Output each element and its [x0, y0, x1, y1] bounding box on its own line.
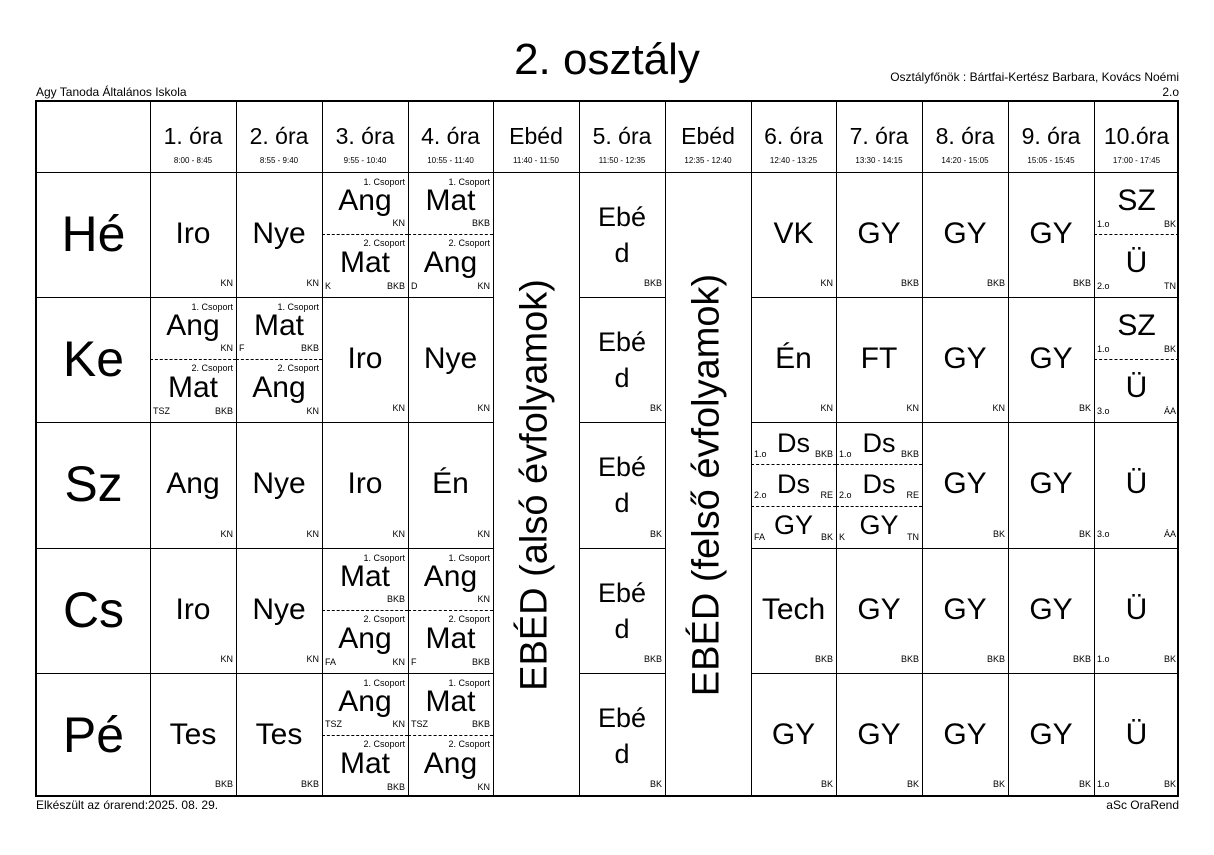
lesson-cell[interactable]: Nye KN [423, 342, 490, 413]
timetable-grid [35, 100, 1179, 797]
lesson-cell[interactable]: GY BKB [857, 217, 919, 288]
header-period-6: 6. óra 12:40 - 13:25 [764, 123, 823, 165]
lesson-cell[interactable]: Tech BKB [761, 593, 833, 664]
lesson-cell[interactable]: Ebé d BK [597, 452, 662, 539]
lesson-cell[interactable]: GY BKB [1029, 217, 1091, 288]
lesson-cell[interactable]: Nye KN [252, 593, 319, 664]
day-thursday: Cs [62, 582, 125, 638]
lesson-cell[interactable]: Tes BKB [169, 718, 233, 789]
header-period-2: 2. óra 8:55 - 9:40 [249, 123, 309, 165]
lesson-cell[interactable]: Ebé d BK [597, 327, 662, 413]
lesson-cell[interactable]: GY BK [1029, 467, 1091, 539]
lesson-cell[interactable]: GY BKB [943, 593, 1005, 664]
lesson-cell[interactable]: Ü 1.o BK [1097, 593, 1176, 664]
header-lunch-2: Ebéd 12:35 - 12:40 [681, 123, 735, 165]
split-lesson-cell[interactable]: 1. Csoport Ang KN 2. Csoport Mat TSZ BKB [150, 297, 236, 422]
lesson-cell[interactable]: Ebé d BKB [597, 578, 662, 664]
form-teacher: Osztályfőnök : Bártfai-Kertész Barbara, Kovács Noémi [890, 70, 1179, 84]
school-name: Agy Tanoda Általános Iskola [36, 85, 187, 99]
lesson-cell[interactable]: Iro KN [347, 467, 405, 539]
lesson-cell[interactable]: Tes BKB [255, 718, 319, 789]
header-period-1: 1. óra 8:00 - 8:45 [163, 123, 223, 165]
split-lesson-cell[interactable]: SZ 1.o BK Ü 3.o ÁA [1094, 297, 1179, 422]
day-monday: Hé [61, 206, 126, 262]
footer-created-date: Elkészült az órarend:2025. 08. 29. [36, 798, 219, 812]
lesson-cell[interactable]: GY BKB [943, 217, 1005, 288]
day-friday: Pé [62, 707, 125, 763]
lesson-cell[interactable]: Én KN [432, 467, 490, 539]
split-lesson-cell[interactable]: 1. Csoport Mat F BKB 2. Csoport Ang KN [236, 297, 322, 422]
split-lesson-cell[interactable]: Ds 1.o BKB Ds 2.o RE GY FA BK [751, 422, 836, 548]
lesson-cell[interactable]: GY KN [943, 342, 1005, 413]
lesson-cell[interactable]: GY BK [1029, 718, 1091, 789]
class-code: 2.o [1162, 85, 1179, 99]
lesson-cell[interactable]: GY BKB [857, 593, 919, 664]
lesson-cell[interactable]: VK KN [773, 217, 833, 288]
lesson-cell[interactable]: GY BK [943, 718, 1005, 789]
split-lesson-cell[interactable]: 1. Csoport Mat TSZ BKB 2. Csoport Ang KN [408, 673, 493, 798]
split-lesson-cell[interactable]: 1. Csoport Mat BKB 2. Csoport Ang D KN [408, 172, 493, 297]
header-period-3: 3. óra 9:55 - 10:40 [335, 123, 395, 165]
split-lesson-cell[interactable]: 1. Csoport Ang TSZ KN 2. Csoport Mat BKB [322, 673, 408, 798]
split-lesson-cell[interactable]: 1. Csoport Mat BKB 2. Csoport Ang FA KN [322, 548, 408, 673]
header-lunch-1: Ebéd 11:40 - 11:50 [509, 123, 563, 165]
header-period-5: 5. óra 11:50 - 12:35 [592, 123, 652, 165]
lesson-cell[interactable]: GY BK [943, 467, 1005, 539]
lesson-cell[interactable]: GY BK [771, 718, 833, 789]
lesson-cell[interactable]: Nye KN [252, 217, 319, 288]
lesson-cell[interactable]: Iro KN [347, 342, 405, 413]
lesson-cell[interactable]: Én KN [775, 342, 833, 413]
header-period-9: 9. óra 15:05 - 15:45 [1021, 123, 1081, 165]
header-period-8: 8. óra 14:20 - 15:05 [935, 123, 995, 165]
lesson-cell[interactable]: GY BK [1029, 342, 1091, 413]
day-wednesday: Sz [64, 456, 123, 512]
lesson-cell[interactable]: Ü 3.o ÁA [1097, 467, 1176, 539]
lesson-cell[interactable]: Iro KN [175, 593, 233, 664]
lesson-cell[interactable]: GY BK [857, 718, 919, 789]
lesson-cell[interactable]: Nye KN [252, 467, 319, 539]
header-period-4: 4. óra 10:55 - 11:40 [421, 123, 480, 165]
split-lesson-cell[interactable]: Ds 1.o BKB Ds 2.o RE GY K TN [836, 422, 922, 548]
footer-app-name: aSc OraRend [1106, 798, 1179, 812]
lunch-lower-grades: EBÉD (alsó évfolyamok) [513, 279, 556, 691]
split-lesson-cell[interactable]: SZ 1.o BK Ü 2.o TN [1094, 172, 1179, 297]
day-tuesday: Ke [62, 331, 125, 387]
lesson-cell[interactable]: Ebé d BK [597, 703, 662, 789]
lesson-cell[interactable]: Ü 1.o BK [1097, 718, 1176, 789]
lunch-upper-grades: EBÉD (felső évfolyamok) [685, 273, 728, 697]
header-period-10: 10.óra 17:00 - 17:45 [1103, 123, 1170, 165]
lesson-cell[interactable]: Ang KN [166, 467, 233, 539]
header-period-7: 7. óra 13:30 - 14:15 [849, 123, 909, 165]
page-title: 2. osztály [514, 35, 700, 84]
lesson-cell[interactable]: GY BKB [1029, 593, 1091, 664]
lesson-cell[interactable]: FT KN [860, 342, 919, 413]
split-lesson-cell[interactable]: 1. Csoport Ang KN 2. Csoport Mat F BKB [408, 548, 493, 673]
split-lesson-cell[interactable]: 1. Csoport Ang KN 2. Csoport Mat K BKB [322, 172, 408, 297]
lesson-cell[interactable]: Iro KN [175, 217, 233, 288]
lesson-cell[interactable]: Ebé d BKB [597, 202, 662, 288]
